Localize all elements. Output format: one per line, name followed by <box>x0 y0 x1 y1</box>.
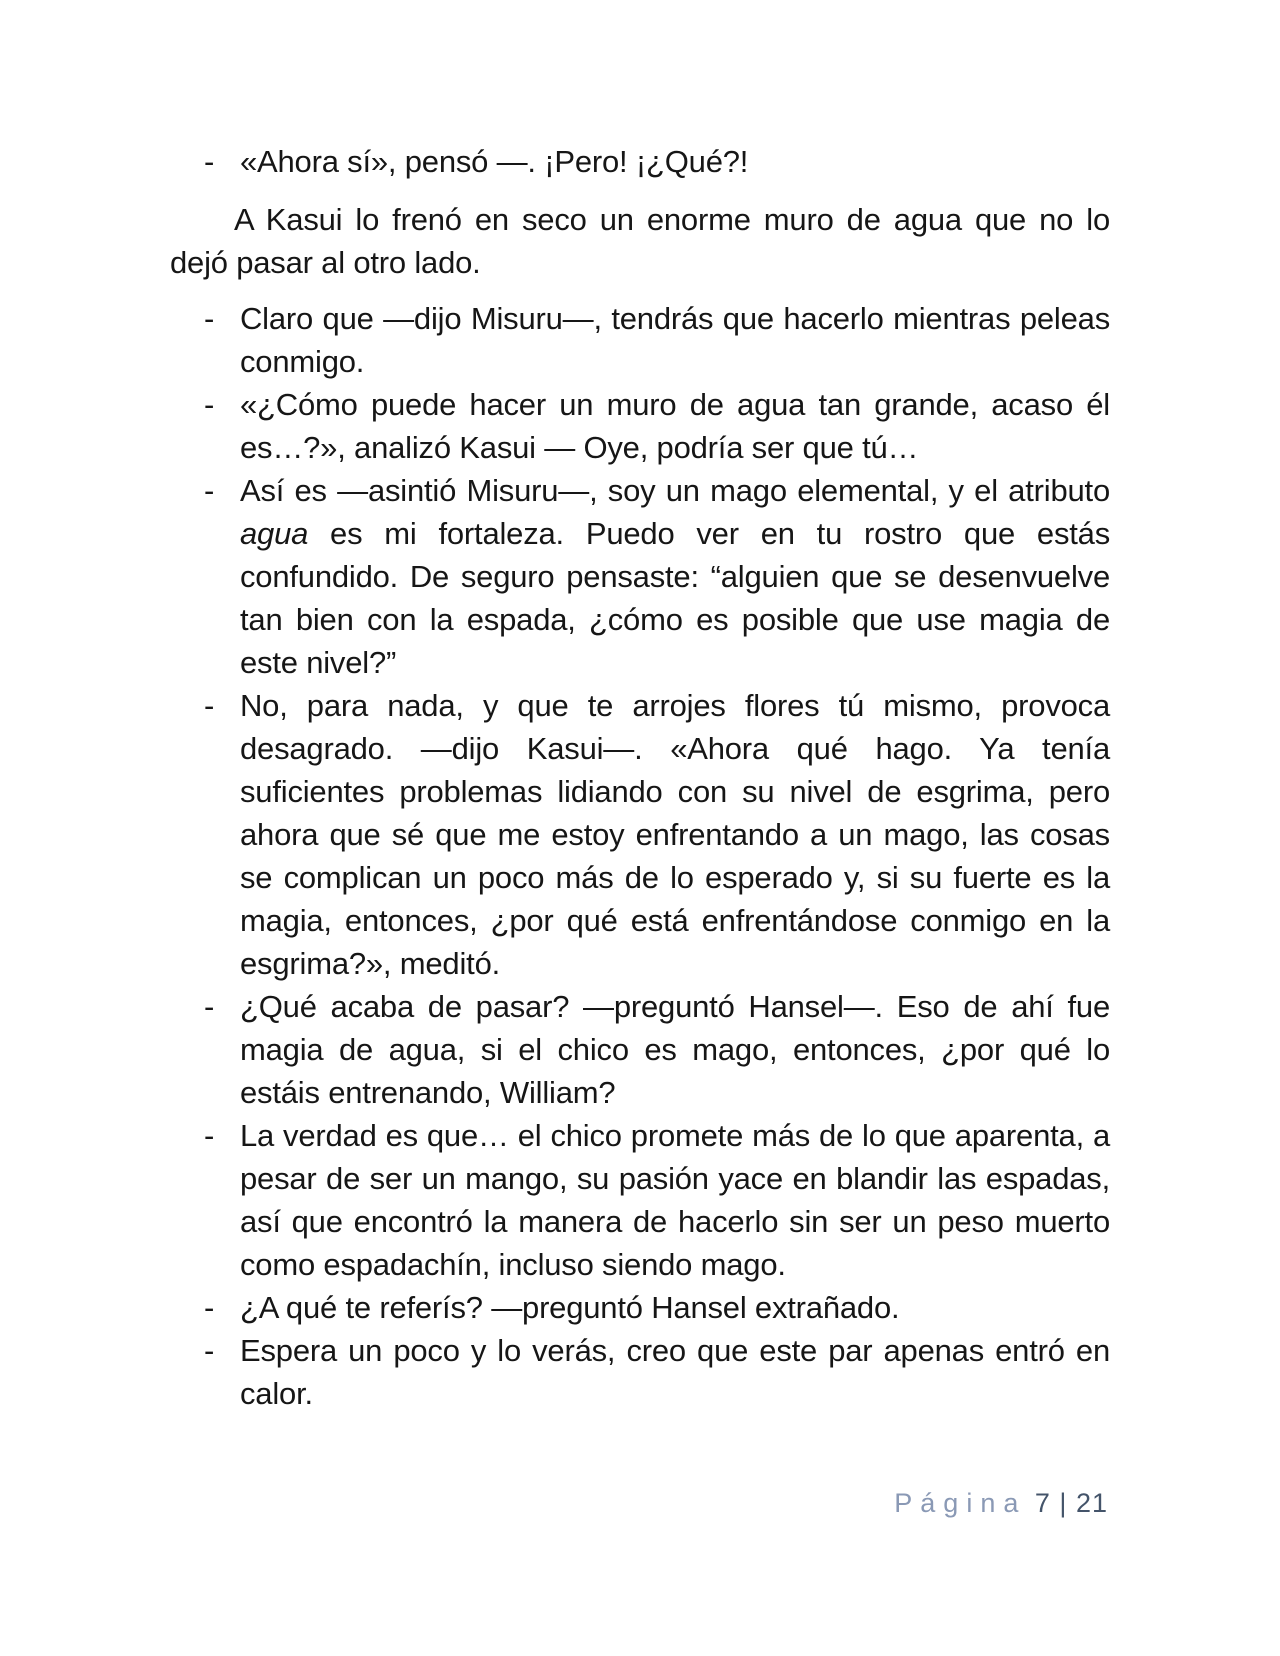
bullet-marker: - <box>204 473 215 508</box>
text-run: A Kasui lo frenó en seco un enorme muro de agua que no lo dejó pasar al otro lado. <box>170 202 1110 280</box>
list-item <box>170 684 1110 985</box>
footer-total-pages: 21 <box>1075 1488 1108 1518</box>
list-item <box>170 1114 1110 1286</box>
page-body-text <box>170 140 1110 1415</box>
bullet-marker: - <box>204 144 215 179</box>
list-item <box>170 469 1110 684</box>
text-run: Espera un poco y lo verás, creo que este par apenas entró en calor. <box>240 1333 1110 1411</box>
bullet-marker: - <box>204 688 215 723</box>
text-run: ¿Qué acaba de pasar? —preguntó Hansel—. Eso de ahí fue magia de agua, si el chico es mago, entonces, ¿por qué lo estáis entrenando, William? <box>240 989 1110 1110</box>
text-run: agua <box>240 516 309 551</box>
bullet-marker: - <box>204 1290 215 1325</box>
list-item <box>170 1329 1110 1415</box>
text-run: «¿Cómo puede hacer un muro de agua tan grande, acaso él es…?», analizó Kasui — Oye, podría ser que tú… <box>240 387 1110 465</box>
list-item <box>170 985 1110 1114</box>
text-run: No, para nada, y que te arrojes flores tú mismo, provoca desagrado. —dijo Kasui—. «Ahora qué hago. Ya tenía suficientes problemas lidiando con su nivel de esgrima, pero ahora que sé que me estoy enfrentando a un mago, las cosas se complican un poco más de lo esperado y, si su fuerte es la magia, entonces, ¿por qué está enfrentándose conmigo en la esgrima?», meditó. <box>240 688 1110 981</box>
text-run: La verdad es que… el chico promete más de lo que aparenta, a pesar de ser un mango, su pasión yace en blandir las espadas, así que encontró la manera de hacerlo sin ser un peso muerto como espadachín, incluso siendo mago. <box>240 1118 1110 1282</box>
text-run: Así es —asintió Misuru—, soy un mago elemental, y el atributo <box>240 473 1110 508</box>
text-run: es mi fortaleza. Puedo ver en tu rostro que estás confundido. De seguro pensaste: “alguien que se desenvuelve tan bien con la espada, ¿cómo es posible que use magia de este nivel?” <box>240 516 1110 680</box>
bullet-marker: - <box>204 301 215 336</box>
bullet-marker: - <box>204 989 215 1024</box>
text-run: Claro que —dijo Misuru—, tendrás que hacerlo mientras peleas conmigo. <box>240 301 1110 379</box>
footer-page-label: Página <box>894 1488 1027 1518</box>
footer-current-page: 7 <box>1034 1488 1051 1518</box>
list-item <box>170 1286 1110 1329</box>
footer-separator: | <box>1059 1488 1068 1518</box>
paragraph <box>170 198 1110 284</box>
page-footer <box>894 1488 1108 1519</box>
bullet-marker: - <box>204 1118 215 1153</box>
text-run: ¿A qué te referís? —preguntó Hansel extrañado. <box>240 1290 900 1325</box>
list-item <box>170 383 1110 469</box>
text-run: «Ahora sí», pensó —. ¡Pero! ¡¿Qué?! <box>240 144 749 179</box>
bullet-marker: - <box>204 387 215 422</box>
bullet-marker: - <box>204 1333 215 1368</box>
list-item <box>170 297 1110 383</box>
list-item <box>170 140 1110 183</box>
